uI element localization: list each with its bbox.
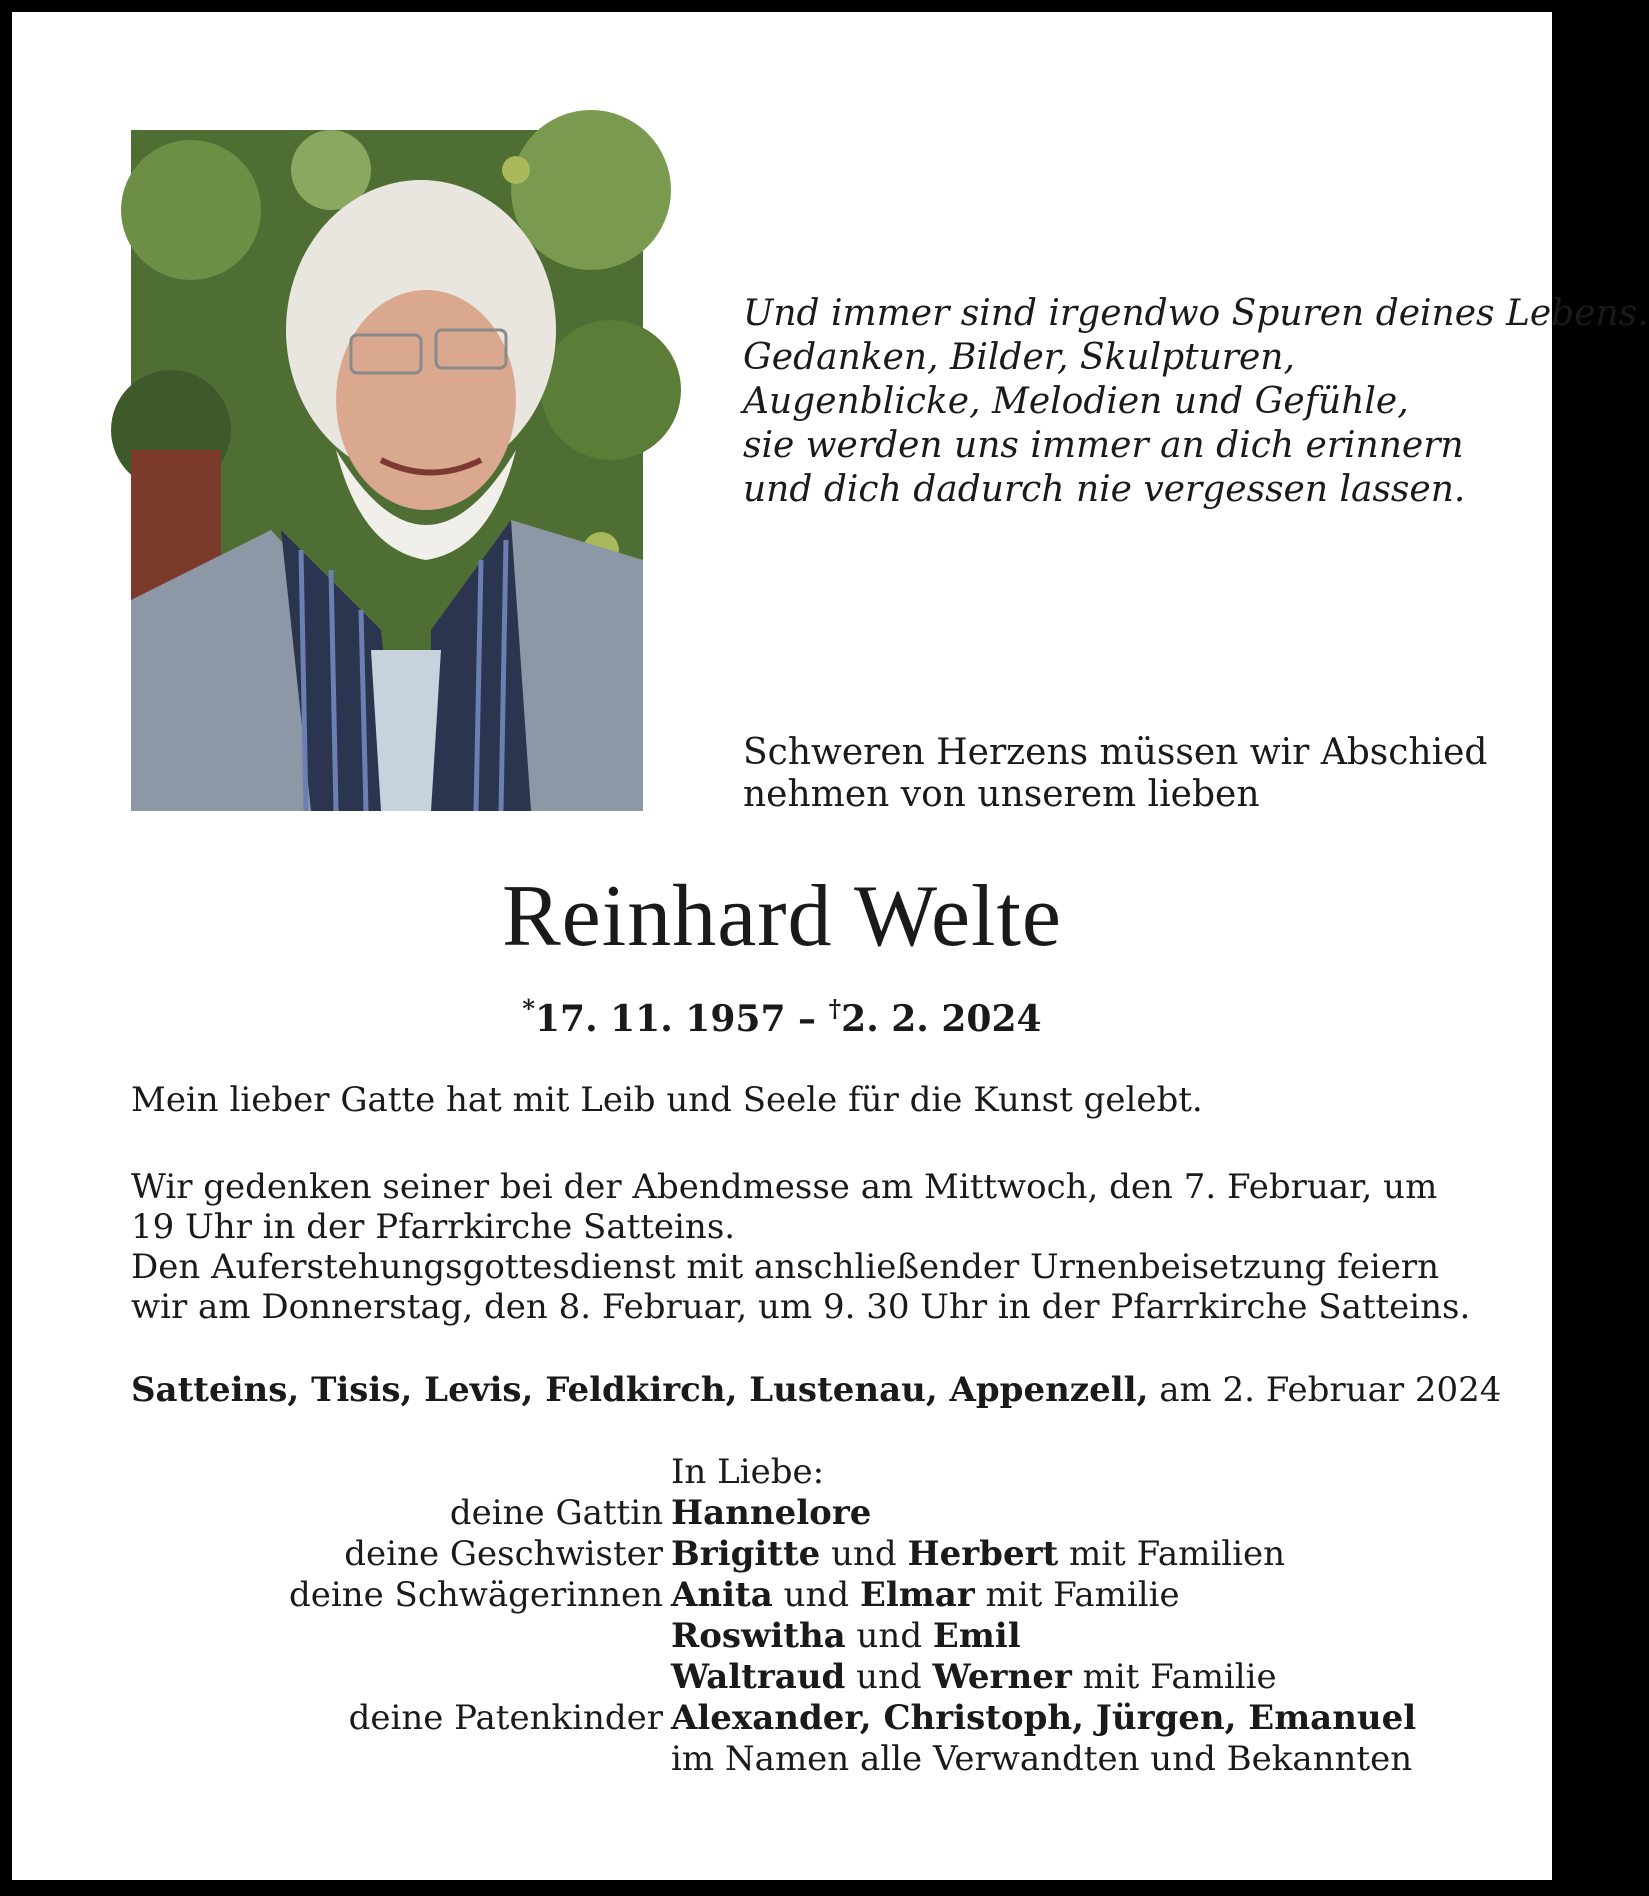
signer-text: mit Familie: [974, 1575, 1180, 1615]
ceremony-line: wir am Donnerstag, den 8. Februar, um 9. 30 Uhr in der Pfarrkirche Satteins.: [131, 1287, 1471, 1327]
statement: [131, 1080, 1451, 1120]
signer-names: [671, 1493, 1451, 1534]
intro-line: nehmen von unserem lieben: [743, 774, 1260, 815]
signers-heading-row: [131, 1452, 1451, 1493]
signer-row: [131, 1616, 1451, 1657]
signer-role: [131, 1657, 671, 1698]
signer-role: [131, 1739, 671, 1780]
place-date: [131, 1370, 1502, 1410]
ceremony-info: [131, 1167, 1471, 1327]
ceremony-line: Den Auferstehungsgottesdienst mit anschließender Urnenbeisetzung feiern: [131, 1247, 1439, 1287]
statement-line: Mein lieber Gatte hat mit Leib und Seele für die Kunst gelebt.: [131, 1080, 1203, 1120]
death-date: 2. 2. 2024: [841, 998, 1042, 1040]
signer-text: und: [820, 1534, 908, 1574]
signer-text: mit Familien: [1058, 1534, 1286, 1574]
poem-line: Gedanken, Bilder, Skulpturen,: [743, 337, 1295, 378]
ceremony-line: 19 Uhr in der Pfarrkirche Satteins.: [131, 1207, 736, 1247]
life-dates: [12, 987, 1552, 1041]
signer-name: Anita: [671, 1575, 773, 1615]
signer-name: Waltraud: [671, 1657, 846, 1697]
signer-names: [671, 1739, 1451, 1780]
signer-name: Werner: [932, 1657, 1072, 1697]
signer-name: Alexander, Christoph, Jürgen, Emanuel: [671, 1698, 1417, 1738]
signer-role: [131, 1616, 671, 1657]
signer-role: deine Schwägerinnen: [288, 1575, 663, 1615]
signer-text: und: [772, 1575, 860, 1615]
ceremony-line: Wir gedenken seiner bei der Abendmesse am Mittwoch, den 7. Februar, um: [131, 1167, 1438, 1207]
signer-text: mit Familie: [1071, 1657, 1277, 1697]
obituary-notice: [12, 12, 1649, 1880]
signers-list: [131, 1452, 1451, 1780]
places: Satteins, Tisis, Levis, Feldkirch, Lustenau, Appenzell,: [131, 1370, 1149, 1410]
signer-names: [671, 1657, 1451, 1698]
birth-date: 17. 11. 1957: [534, 998, 786, 1040]
signer-name: Herbert: [907, 1534, 1059, 1574]
signer-role: deine Geschwister: [344, 1534, 663, 1574]
signer-names: [671, 1534, 1451, 1575]
signer-row: [131, 1534, 1451, 1575]
signer-names: [671, 1575, 1451, 1616]
signer-text: und: [845, 1657, 933, 1697]
signers-heading: In Liebe:: [671, 1452, 825, 1492]
signer-row: [131, 1698, 1451, 1739]
signer-text: im Namen alle Verwandten und Bekannten: [671, 1739, 1413, 1779]
signer-name: Emil: [932, 1616, 1021, 1656]
signer-row: [131, 1575, 1451, 1616]
farewell-intro: [743, 732, 1523, 816]
birth-symbol: *: [522, 994, 535, 1023]
place-date-text: am 2. Februar 2024: [1148, 1370, 1502, 1410]
poem-line: Und immer sind irgendwo Spuren deines Lebens.: [743, 293, 1649, 334]
death-symbol: †: [828, 994, 842, 1023]
intro-line: Schweren Herzens müssen wir Abschied: [743, 732, 1488, 773]
signer-row: [131, 1739, 1451, 1780]
signer-role: deine Patenkinder: [348, 1698, 663, 1738]
signer-text: und: [845, 1616, 933, 1656]
poem-line: und dich dadurch nie vergessen lassen.: [743, 469, 1466, 510]
signer-names: [671, 1698, 1451, 1739]
portrait-photo: [131, 130, 643, 811]
signer-name: Hannelore: [671, 1493, 872, 1533]
deceased-name: Reinhard Welte: [501, 868, 1062, 965]
date-separator: –: [785, 998, 829, 1040]
signer-name: Elmar: [859, 1575, 975, 1615]
poem-line: sie werden uns immer an dich erinnern: [743, 425, 1464, 466]
memorial-poem: [743, 292, 1649, 512]
poem-line: Augenblicke, Melodien und Gefühle,: [743, 381, 1409, 422]
signer-row: [131, 1657, 1451, 1698]
signer-row: [131, 1493, 1451, 1534]
signer-names: [671, 1616, 1451, 1657]
signer-name: Roswitha: [671, 1616, 846, 1656]
signer-name: Brigitte: [671, 1534, 821, 1574]
signer-role: deine Gattin: [449, 1493, 663, 1533]
